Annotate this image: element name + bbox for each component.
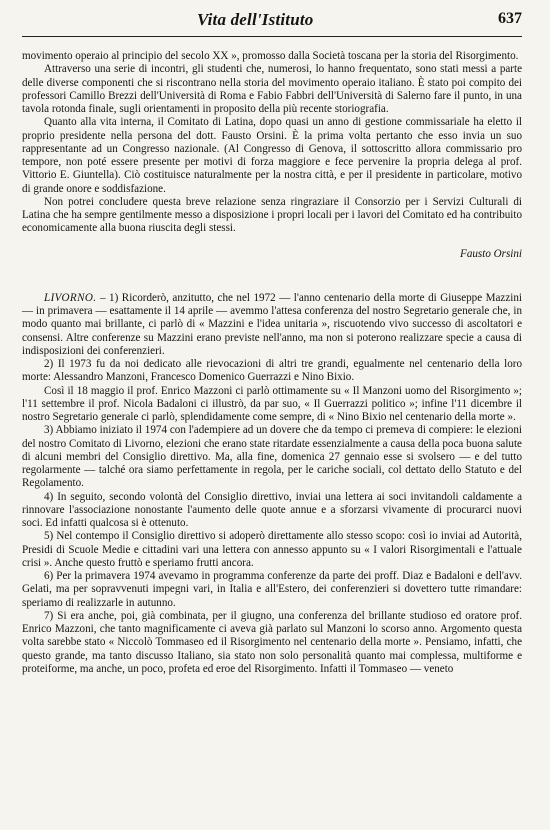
paragraph [22, 292, 522, 358]
paragraph: 6) Per la primavera 1974 avevamo in programma conferenze da parte dei proff. Diaz e Badaloni e dell'avv. Gelati, ma per sopravvenuti impegni vari, in Italia e all'Estero, dei conferenzieri si dovettero tutte rimandare: speriamo di realizzarle in autunno. [22, 570, 522, 609]
paragraph: Quanto alla vita interna, il Comitato di Latina, dopo quasi un anno di gestione commissariale ha eletto il proprio presidente nella persona del dott. Fausto Orsini. È la prima volta pertanto che esso invia un suo rappresentante ad un Congresso nazionale. (Al Congresso di Genova, il sottoscritto allora commissario pro tempore, non poté essere presente per motivi di forza maggiore e fece pervenire la propria delega al prof. Vittorio E. Giuntella). Ciò costituisce naturalmente per la nostra città, e per il presidente in particolare, motivo di grande onore e soddisfazione. [22, 116, 522, 195]
page-body [22, 50, 522, 676]
paragraph: 4) In seguito, secondo volontà del Consiglio direttivo, inviai una lettera ai soci invitandoli caldamente a rinnovare l'associazione nonostante l'aumento delle quote annue e a sforzarsi vivamente di procurarci nuovi soci. Ed infatti qualcosa si è ottenuto. [22, 490, 522, 529]
paragraph: 2) Il 1973 fu da noi dedicato alle rievocazioni di altri tre grandi, egualmente nel centenario della loro morte: Alessandro Manzoni, Francesco Domenico Guerrazzi e Nino Bixio. [22, 358, 522, 384]
paragraph: Attraverso una serie di incontri, gli studenti che, numerosi, lo hanno frequentato, sono stati messi a parte delle diverse componenti che si riscontrano nella storia del movimento operaio italiano. È stato poi compito dei professori Camillo Brezzi dell'Università di Roma e Fabio Fabbri dell'Università di Salerno fare il punto, in una tavola rotonda finale, sugli orientamenti in proposito della più recente storiografia. [22, 63, 522, 115]
page-header [22, 10, 522, 37]
author-signature: Fausto Orsini [460, 247, 522, 260]
place-heading: LIVORNO. [44, 291, 97, 304]
paragraph-text: – 1) Ricorderò, anzitutto, che nel 1972 — l'anno centenario della morte di Giuseppe Mazzini — in primavera — esattamente il 14 aprile — avemmo l'attesa conferenza del nostro Segretario generale che, in modo quanto mai brillante, ci parlò di « Mazzini e l'idea unitaria », riscuotendo vivo successo di ascoltatori e consensi. Altre conferenze su Mazzini erano previste nell'anno, ma non si poterono realizzare specie a causa di indisposizioni dei conferenzieri. [22, 291, 522, 357]
paragraph: 7) Si era anche, poi, già combinata, per il giugno, una conferenza del brillante studioso ed oratore prof. Enrico Mazzoni, che tanto magnificamente ci aveva già parlato sul Manzoni lo scorso anno. Argomento questa volta sarebbe stato « Niccolò Tommaseo ed il Risorgimento nel centenario della morte ». Pensiamo, infatti, che questo grande, ma tanto discusso Italiano, sia stato non solo personalità quanto mai complessa, multiforme e proteiforme, ma anche, un poco, profeta ed eroe del Risorgimento. Infatti il Tommaseo — veneto [22, 609, 522, 675]
page-number: 637 [498, 10, 522, 27]
paragraph: 5) Nel contempo il Consiglio direttivo si adoperò direttamente allo stesso scopo: così io inviai ad Autorità, Presidi di Scuole Medie e cittadini vari una lettera con annesso appunto su « I valori Risorgimentali e l'attuale crisi ». Anche questo fruttò e speriamo frutti ancora. [22, 530, 522, 569]
paragraph: movimento operaio al principio del secolo XX », promosso dalla Società toscana per la storia del Risorgimento. [22, 50, 519, 62]
running-title: Vita dell'Istituto [197, 10, 314, 29]
paragraph: Non potrei concludere questa breve relazione senza ringraziare il Consorzio per i Servizi Culturali di Latina che ha sempre gentilmente messo a disposizione i propri locali per i lavori del Comitato ed ha contribuito economicamente alla buona riuscita degli stessi. [22, 195, 522, 235]
latina-report [22, 50, 522, 261]
paragraph: 3) Abbiamo iniziato il 1974 con l'adempiere ad un dovere che da tempo ci premeva di compiere: le elezioni del nostro Comitato di Livorno, elezioni che erano state ritardate essenzialmente a causa della poca buona salute di alcuni membri del Consiglio direttivo. Ma, alla fine, domenica 27 gennaio esse si svolsero — e del tutto regolarmente — talché ora siamo perfettamente in regola, per le cariche sociali, col dettato dello Statuto e del Regolamento. [22, 424, 522, 490]
livorno-report [22, 292, 522, 676]
paragraph: Così il 18 maggio il prof. Enrico Mazzoni ci parlò ottimamente su « Il Manzoni uomo del Risorgimento »; l'11 settembre il prof. Nicola Badaloni ci illustrò, da par suo, « Il Guerrazzi politico »; infine l'11 dicembre il nostro Segretario generale ci parlò, splendidamente come sempre, di « Nino Bixio nel centenario della morte ». [22, 384, 522, 423]
